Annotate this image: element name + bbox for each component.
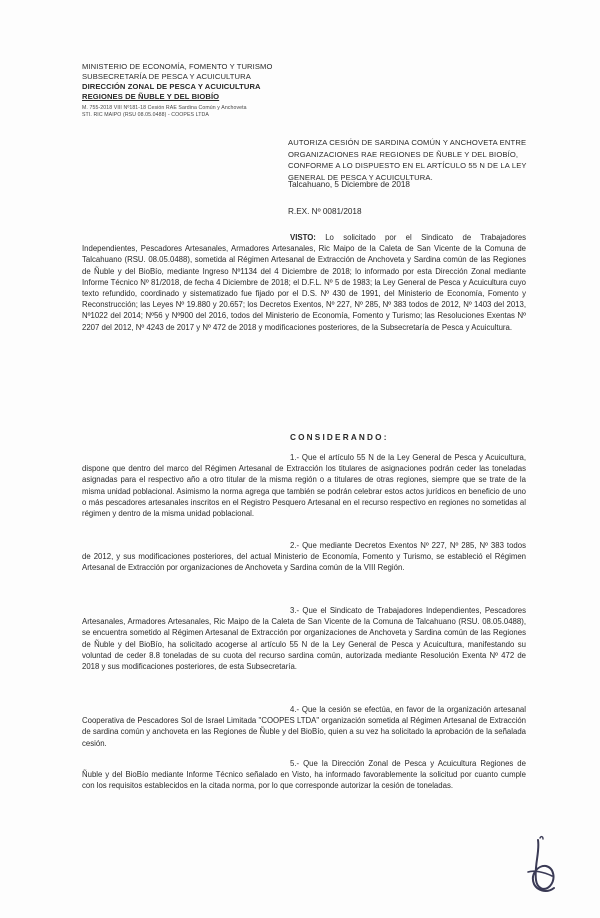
ministry-name: MINISTERIO DE ECONOMÍA, FOMENTO Y TURISMO: [82, 62, 273, 71]
considerando-text-1: 1.- Que el artículo 55 N de la Ley General de Pesca y Acuicultura, dispone que dentro del marco del Régimen Artesanal de Extracción los titulares de asignaciones podrán ceder las toneladas asignadas para el respectivo año a otro titular de la misma región o a titulares de otras regiones, siempre que se trate de la misma unidad poblacional. Asimismo la norma agrega que también se podrán celebrar estos actos jurídicos en beneficio de uno o más pescadores artesanales inscritos en el Registro Pesquero Artesanal en el recurso respectivo en regiones no sometidas al régimen y dentro de la misma unidad poblacional.: [82, 453, 526, 519]
regions-name: REGIONES DE ÑUBLE Y DEL BIOBÍO: [82, 92, 220, 101]
resolution-number: R.EX. Nº 0081/2018: [288, 207, 362, 216]
considerando-heading: CONSIDERANDO:: [290, 433, 389, 442]
signature-mark: [510, 832, 580, 902]
considerando-paragraph-3: [82, 605, 526, 672]
considerando-paragraph-4: [82, 704, 526, 749]
considerando-paragraph-2: [82, 540, 526, 574]
zonal-direction-name: DIRECCIÓN ZONAL DE PESCA Y ACUICULTURA: [82, 82, 261, 91]
considerando-text-4: 4.- Que la cesión se efectúa, en favor de la organización artesanal Cooperativa de Pescadores Sol de Israel Limitada "COOPES LTDA" organización sometida al Régimen Artesanal de Extracción de sardina común y anchoveta en las Regiones de Ñuble y del BioBío, quien a su vez ha solicitado la aprobación de la señalada cesión.: [82, 705, 526, 748]
subsecretariat-name: SUBSECRETARÍA DE PESCA Y ACUICULTURA: [82, 72, 251, 81]
considerando-text-2: 2.- Que mediante Decretos Exentos Nº 227, Nº 285, Nº 383 todos de 2012, y sus modificaciones posteriores, del actual Ministerio de Economía, Fomento y Turismo, se estableció el Régimen Artesanal de Extracción por organizaciones de Anchoveta y Sardina común de la VIII Región.: [82, 541, 526, 573]
considerando-paragraph-5: [82, 758, 526, 792]
visto-label: VISTO:: [290, 233, 316, 242]
file-reference-1: M. 755-2018 VIII Nº181-18 Cesión RAE Sardina Común y Anchoveta: [82, 105, 247, 111]
visto-text: Lo solicitado por el Sindicato de Trabajadores Independientes, Pescadores Artesanales, Armadores Artesanales, Ric Maipo de la Caleta de San Vicente de la Comuna de Talcahuano (RSU. 08.05.0488), sometida al Régimen Artesanal de Extracción de Anchoveta y Sardina común de las Regiones de Ñuble y del BioBío, mediante Ingreso Nº1134 del 4 Diciembre de 2018; lo informado por esta Dirección Zonal mediante Informe Técnico Nº 81/2018, de fecha 4 Diciembre de 2018; el D.F.L. Nº 5 de 1983; la Ley General de Pesca y Acuicultura cuyo texto refundido, coordinado y sistematizado fue fijado por el D.S. Nº 430 de 1991, del Ministerio de Economía, Fomento y Reconstrucción; las Leyes Nº 19.880 y 20.657; los Decretos Exentos, Nº 227, Nº 285, Nº 383 todos de 2012, Nº 1403 del 2013, Nº1022 del 2014; Nº56 y Nº900 del 2016, todos del Ministerio de Economía, Fomento y Turismo; las Resoluciones Exentas Nº 2207 del 2012, Nº 4243 de 2017 y Nº 472 de 2018 y modificaciones posteriores, de la Subsecretaría de Pesca y Acuicultura.: [82, 233, 526, 332]
letterhead: [82, 62, 302, 119]
considerando-paragraph-1: [82, 452, 526, 519]
considerando-text-3: 3.- Que el Sindicato de Trabajadores Independientes, Pescadores Artesanales, Armadores Artesanales, Ric Maipo de la Caleta de San Vicente de la Comuna de Talcahuano (RSU. 08.05.0488), se encuentra sometido al Régimen Artesanal de Extracción por organizaciones de Anchoveta y Sardina común de las Regiones de Ñuble y del BioBío, ha solicitado acogerse al artículo 55 N de la Ley General de Pesca y Acuicultura, manifestando su voluntad de ceder 8.8 toneladas de su cuota del recurso sardina común, autorizada mediante Resolución Exenta Nº 472 de 2018 y sus modificaciones posteriores, de esta Subsecretaría.: [82, 606, 526, 672]
resolution-date: Talcahuano, 5 Diciembre de 2018: [288, 180, 410, 189]
visto-paragraph: [82, 232, 526, 333]
file-reference-2: STI. RIC MAIPO (RSU 08.05.0488) - COOPES LTDA: [82, 112, 209, 118]
resolution-subject: AUTORIZA CESIÓN DE SARDINA COMÚN Y ANCHOVETA ENTRE ORGANIZACIONES RAE REGIONES DE ÑUBLE Y DEL BIOBÍO, CONFORME A LO DISPUESTO EN EL ARTÍCULO 55 N DE LA LEY GENERAL DE PESCA Y ACUICULTURA.: [288, 138, 527, 182]
considerando-text-5: 5.- Que la Dirección Zonal de Pesca y Acuicultura Regiones de Ñuble y del BioBío mediante Informe Técnico señalado en Visto, ha informado favorablemente la solicitud por cuanto cumple con los requisitos establecidos en la citada norma, por lo que corresponde autorizar la cesión de toneladas.: [82, 759, 526, 791]
